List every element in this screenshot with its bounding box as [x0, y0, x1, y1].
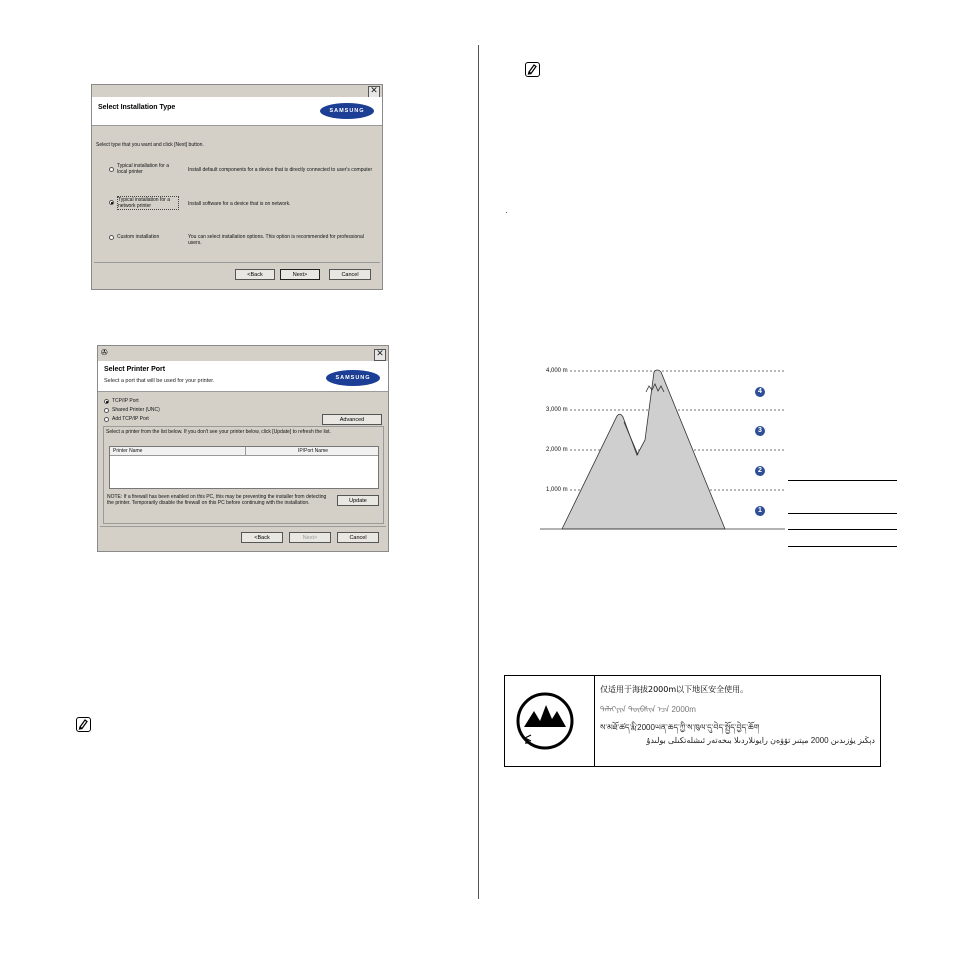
- option-local-radio[interactable]: [109, 167, 114, 172]
- port-tcpip-radio[interactable]: [104, 399, 109, 404]
- printer-group-box: [103, 426, 384, 524]
- port-add-radio[interactable]: [104, 417, 109, 422]
- footer-separator: [94, 262, 380, 263]
- installation-type-dialog: [91, 84, 383, 290]
- warning-line-uyghur: دېڭىز يۈزىدىن 2000 مېتىر تۆۋەن رايونلاردىلا بىخەتەر ئىشلەتكىلى بولىدۇ: [646, 736, 875, 745]
- stray-dot: [506, 212, 507, 213]
- port-add-label[interactable]: Add TCP/IP Port: [112, 416, 149, 422]
- altitude-warning-box: [504, 675, 881, 767]
- next-button[interactable]: Next>: [280, 269, 320, 280]
- column-divider: [245, 447, 246, 455]
- back-button[interactable]: <Back: [241, 532, 283, 543]
- column-ip-port-name[interactable]: IP/Port Name: [298, 448, 329, 454]
- dialog-header: [92, 97, 382, 126]
- altitude-label-2000: 2,000 m: [546, 447, 568, 453]
- column-divider: [478, 45, 479, 899]
- badge-2: 2: [755, 466, 765, 476]
- mountain-graphic: [540, 360, 900, 555]
- warning-line-tibetan: ས་མཐོ་ཚད་རྨི་2000ཡན་ཆད་ཀྱི་ས་ཁུལ་དུ་བེད་སྤྱོད་བྱེད་ཆོག: [600, 723, 760, 732]
- footer-separator: [100, 526, 386, 527]
- column-printer-name[interactable]: Printer Name: [113, 448, 143, 454]
- printer-port-dialog: [97, 345, 389, 552]
- advanced-button[interactable]: Advanced: [322, 414, 382, 425]
- printer-list[interactable]: [109, 446, 379, 489]
- option-local-desc: Install default components for a device that is directly connected to user's computer: [188, 167, 373, 173]
- next-button: Next>: [289, 532, 331, 543]
- samsung-logo: SAMSUNG: [326, 370, 380, 386]
- dialog-title: Select Installation Type: [98, 104, 176, 111]
- title-bar: [92, 85, 382, 97]
- badge-1: 1: [755, 506, 765, 516]
- note-icon: [76, 717, 91, 732]
- option-network-desc: Install software for a device that is on network.: [188, 201, 291, 207]
- dialog-header: [98, 361, 388, 392]
- port-shared-radio[interactable]: [104, 408, 109, 413]
- table-rule: [788, 529, 897, 530]
- port-tcpip-label[interactable]: TCP/IP Port: [112, 398, 139, 404]
- note-icon: [525, 62, 540, 77]
- altitude-label-4000: 4,000 m: [546, 368, 568, 374]
- warning-divider: [594, 676, 595, 766]
- option-local-label[interactable]: Typical installation for a local printer: [117, 163, 169, 175]
- table-rule: [788, 546, 897, 547]
- badge-4: 4: [755, 387, 765, 397]
- close-icon[interactable]: ✕: [374, 349, 386, 361]
- instruction-text: Select type that you want and click [Next] button.: [96, 142, 204, 148]
- samsung-logo: SAMSUNG: [320, 103, 374, 119]
- dialog-subtitle: Select a port that will be used for your printer.: [104, 378, 215, 384]
- warning-line-mongolian: ᠳᠠᠯᠠᠢ᠎ᠶᠢᠨ ᠲᠦᠪᠰᠢᠨ ᠡᠴᠡ 2000m: [600, 705, 696, 714]
- option-custom-label[interactable]: Custom installation: [117, 234, 160, 240]
- dialog-title: Select Printer Port: [104, 366, 166, 373]
- firewall-note: NOTE: If a firewall has been enabled on this PC, this may be preventing the installer from detecting the printer. Temporarily disable the firewall on this PC before continuing with the installation.: [107, 494, 327, 506]
- close-icon[interactable]: ✕: [368, 86, 380, 98]
- altitude-label-3000: 3,000 m: [546, 407, 568, 413]
- warning-line-chinese: 仅适用于海拔2000m以下地区安全使用。: [600, 685, 749, 694]
- option-network-label[interactable]: Typical installation for a network printer: [117, 196, 179, 210]
- table-rule: [788, 513, 897, 514]
- option-custom-desc: You can select installation options. This option is recommended for professional users.: [188, 234, 364, 246]
- list-instruction: Select a printer from the list below. If you don't see your printer below, click [Update] to refresh the list.: [106, 429, 331, 435]
- option-network-radio[interactable]: [109, 200, 114, 205]
- option-custom-radio[interactable]: [109, 235, 114, 240]
- altitude-diagram: [540, 360, 900, 555]
- port-shared-label[interactable]: Shared Printer (UNC): [112, 407, 160, 413]
- cancel-button[interactable]: Cancel: [329, 269, 371, 280]
- back-button[interactable]: <Back: [235, 269, 275, 280]
- list-header: [110, 447, 378, 456]
- table-rule: [788, 480, 897, 481]
- update-button[interactable]: Update: [337, 495, 379, 506]
- cancel-button[interactable]: Cancel: [337, 532, 379, 543]
- title-bar: [98, 346, 388, 361]
- app-icon: ✇: [101, 348, 108, 357]
- mountain-altitude-icon: [515, 691, 575, 751]
- badge-3: 3: [755, 426, 765, 436]
- altitude-label-1000: 1,000 m: [546, 487, 568, 493]
